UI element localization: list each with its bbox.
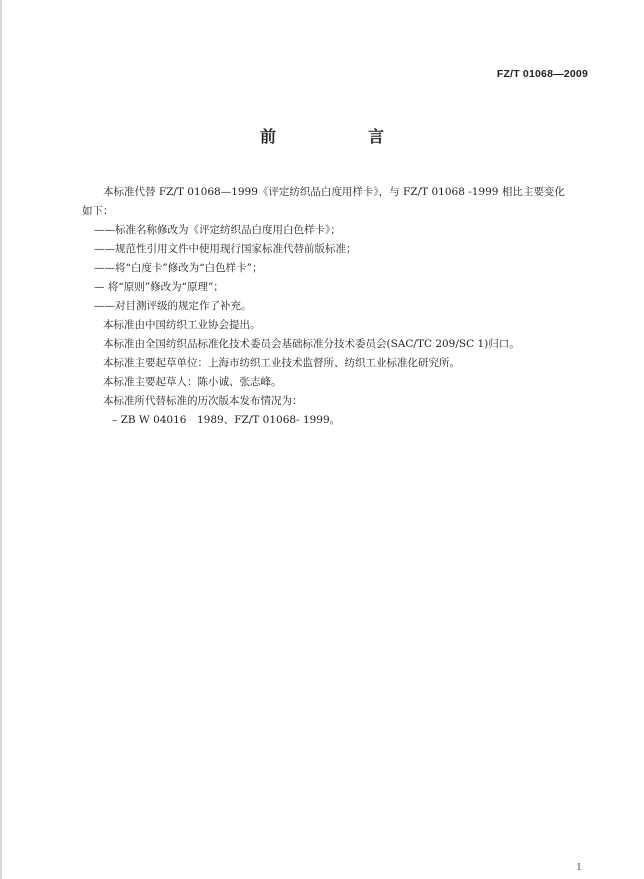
standard-code: FZ/T 01068—2009 [496, 68, 588, 80]
intro-paragraph-line-1: 本标准代替 FZ/T 01068—1999《评定纺织品白度用样卡》，与 FZ/T 01068 -1999 相比主要变化 [103, 186, 565, 198]
statement-proposer: 本标准由中国纺织工业协会提出。 [103, 319, 261, 331]
document-body [82, 183, 602, 430]
change-item: — 将“原则”修改为“原理”； [94, 281, 224, 293]
statement-drafting-units: 本标准主要起草单位：上海市纺织工业技术监督所、纺织工业标准化研究所。 [103, 357, 460, 369]
change-item: ——对目测评级的规定作了补充。 [94, 300, 252, 312]
history-versions: – ZB W 04016 1989、FZ/T 01068- 1999。 [112, 414, 341, 426]
change-item: ——规范性引用文件中使用现行国家标准代替前版标准； [94, 243, 357, 255]
statement-committee: 本标准由全国纺织品标准化技术委员会基础标准分技术委员会(SAC/TC 209/SC 1)归口。 [103, 338, 520, 350]
page-number: 1 [576, 862, 583, 873]
intro-paragraph-line-2: 如下： [82, 205, 114, 217]
statement-drafters: 本标准主要起草人：陈小诚、张志峰。 [103, 376, 282, 388]
statement-history-intro: 本标准所代替标准的历次版本发布情况为： [103, 395, 303, 407]
change-item: ——标准名称修改为《评定纺织品白度用白色样卡》； [94, 224, 341, 236]
page-title: 前 言 [259, 127, 422, 146]
change-item: ——将“白度卡”修改为“白色样卡”； [94, 262, 263, 274]
